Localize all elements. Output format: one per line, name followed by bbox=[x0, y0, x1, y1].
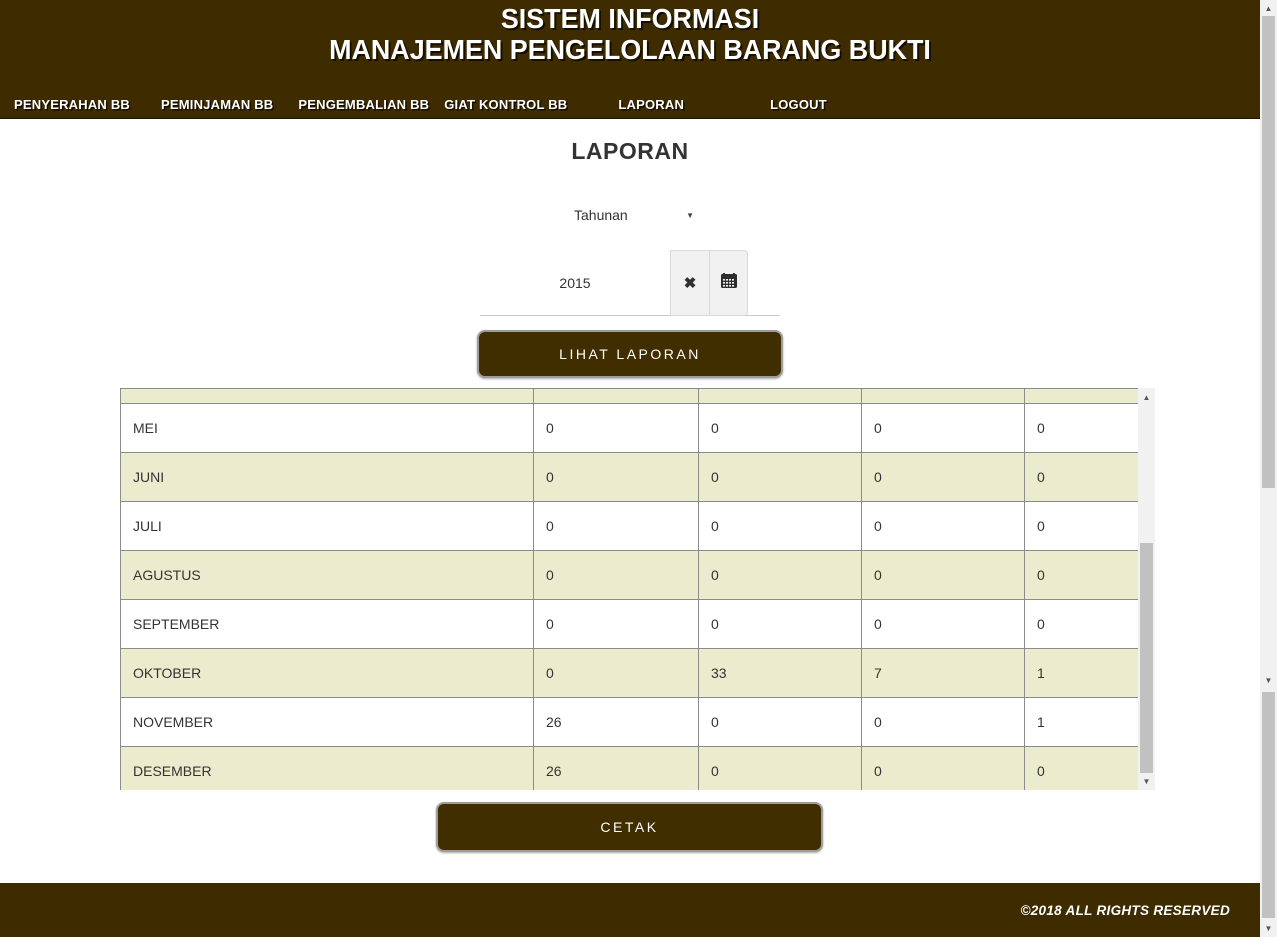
page-title: LAPORAN bbox=[571, 138, 689, 164]
nav-item-laporan[interactable]: LAPORAN bbox=[618, 96, 685, 112]
year-input-group bbox=[480, 250, 780, 316]
value-cell bbox=[862, 389, 1025, 404]
table-row bbox=[121, 502, 1156, 551]
value-cell: 0 bbox=[699, 551, 862, 600]
table-row bbox=[121, 649, 1156, 698]
table-row bbox=[121, 389, 1156, 404]
page-scrollbar-thumb[interactable] bbox=[1262, 16, 1275, 488]
value-cell: 1 bbox=[1025, 649, 1156, 698]
value-cell: 0 bbox=[862, 453, 1025, 502]
value-cell: 0 bbox=[862, 698, 1025, 747]
value-cell: 7 bbox=[862, 649, 1025, 698]
value-cell: 0 bbox=[699, 600, 862, 649]
print-button[interactable]: CETAK bbox=[436, 802, 823, 852]
month-cell: SEPTEMBER bbox=[121, 600, 534, 649]
chevron-down-icon: ▼ bbox=[686, 210, 694, 220]
period-select[interactable] bbox=[574, 205, 698, 225]
month-cell: JULI bbox=[121, 502, 534, 551]
nav-item-peminjaman-bb[interactable]: PEMINJAMAN BB bbox=[161, 96, 274, 112]
scroll-down-icon[interactable]: ▼ bbox=[1264, 923, 1273, 933]
value-cell: 26 bbox=[534, 747, 699, 791]
month-cell bbox=[121, 389, 534, 404]
value-cell: 0 bbox=[1025, 747, 1156, 791]
table-row bbox=[121, 747, 1156, 791]
value-cell: 0 bbox=[862, 404, 1025, 453]
table-scrollbar[interactable] bbox=[1138, 388, 1155, 790]
nav-item-penyerahan-bb[interactable]: PENYERAHAN BB bbox=[14, 96, 131, 112]
app-header bbox=[0, 0, 1260, 90]
value-cell: 0 bbox=[862, 747, 1025, 791]
app-title-line2: MANAJEMEN PENGELOLAAN BARANG BUKTI bbox=[329, 34, 931, 65]
app-title-line1: SISTEM INFORMASI bbox=[500, 3, 760, 34]
period-select-value: Tahunan bbox=[574, 207, 628, 223]
calendar-button[interactable] bbox=[709, 250, 748, 316]
value-cell bbox=[1025, 389, 1156, 404]
nav-item-pengembalian-bb[interactable]: PENGEMBALIAN BB bbox=[298, 96, 430, 112]
table-row bbox=[121, 600, 1156, 649]
scroll-down-icon[interactable]: ▼ bbox=[1264, 675, 1273, 685]
value-cell: 0 bbox=[699, 404, 862, 453]
month-cell: OKTOBER bbox=[121, 649, 534, 698]
value-cell: 0 bbox=[699, 502, 862, 551]
value-cell: 0 bbox=[699, 747, 862, 791]
value-cell: 0 bbox=[1025, 453, 1156, 502]
main-nav bbox=[0, 90, 1260, 119]
month-cell: MEI bbox=[121, 404, 534, 453]
value-cell: 0 bbox=[1025, 404, 1156, 453]
value-cell: 33 bbox=[699, 649, 862, 698]
table-row bbox=[121, 453, 1156, 502]
value-cell bbox=[699, 389, 862, 404]
table-row bbox=[121, 551, 1156, 600]
nav-item-logout[interactable]: LOGOUT bbox=[770, 96, 827, 112]
month-cell: AGUSTUS bbox=[121, 551, 534, 600]
page-scrollbar[interactable] bbox=[1260, 0, 1277, 937]
scroll-up-icon[interactable]: ▲ bbox=[1142, 392, 1151, 402]
table-row bbox=[121, 404, 1156, 453]
table-scrollbar-thumb[interactable] bbox=[1140, 543, 1153, 773]
month-cell: DESEMBER bbox=[121, 747, 534, 791]
copyright-text: ©2018 ALL RIGHTS RESERVED bbox=[1020, 902, 1230, 918]
value-cell: 0 bbox=[534, 649, 699, 698]
scroll-up-icon[interactable]: ▲ bbox=[1264, 3, 1273, 13]
value-cell: 0 bbox=[862, 600, 1025, 649]
value-cell: 0 bbox=[1025, 600, 1156, 649]
year-input[interactable] bbox=[480, 250, 670, 316]
calendar-icon bbox=[721, 273, 737, 293]
value-cell: 26 bbox=[534, 698, 699, 747]
value-cell: 0 bbox=[862, 502, 1025, 551]
footer bbox=[0, 883, 1260, 937]
report-table-container[interactable] bbox=[120, 388, 1155, 790]
value-cell bbox=[534, 389, 699, 404]
value-cell: 0 bbox=[1025, 502, 1156, 551]
page-scrollbar-thumb-lower[interactable] bbox=[1262, 692, 1275, 918]
scroll-down-icon[interactable]: ▼ bbox=[1142, 776, 1151, 786]
value-cell: 0 bbox=[862, 551, 1025, 600]
value-cell: 0 bbox=[534, 404, 699, 453]
clear-date-button[interactable] bbox=[670, 250, 709, 316]
table-row bbox=[121, 698, 1156, 747]
value-cell: 0 bbox=[534, 551, 699, 600]
report-table bbox=[120, 388, 1155, 790]
value-cell: 0 bbox=[534, 600, 699, 649]
value-cell: 0 bbox=[1025, 551, 1156, 600]
value-cell: 0 bbox=[699, 453, 862, 502]
month-cell: NOVEMBER bbox=[121, 698, 534, 747]
month-cell: JUNI bbox=[121, 453, 534, 502]
close-icon: ✖ bbox=[683, 275, 697, 292]
nav-item-giat-kontrol-bb[interactable]: GIAT KONTROL BB bbox=[444, 96, 568, 112]
value-cell: 0 bbox=[699, 698, 862, 747]
view-report-button[interactable]: LIHAT LAPORAN bbox=[477, 330, 783, 378]
value-cell: 0 bbox=[534, 502, 699, 551]
value-cell: 1 bbox=[1025, 698, 1156, 747]
value-cell: 0 bbox=[534, 453, 699, 502]
